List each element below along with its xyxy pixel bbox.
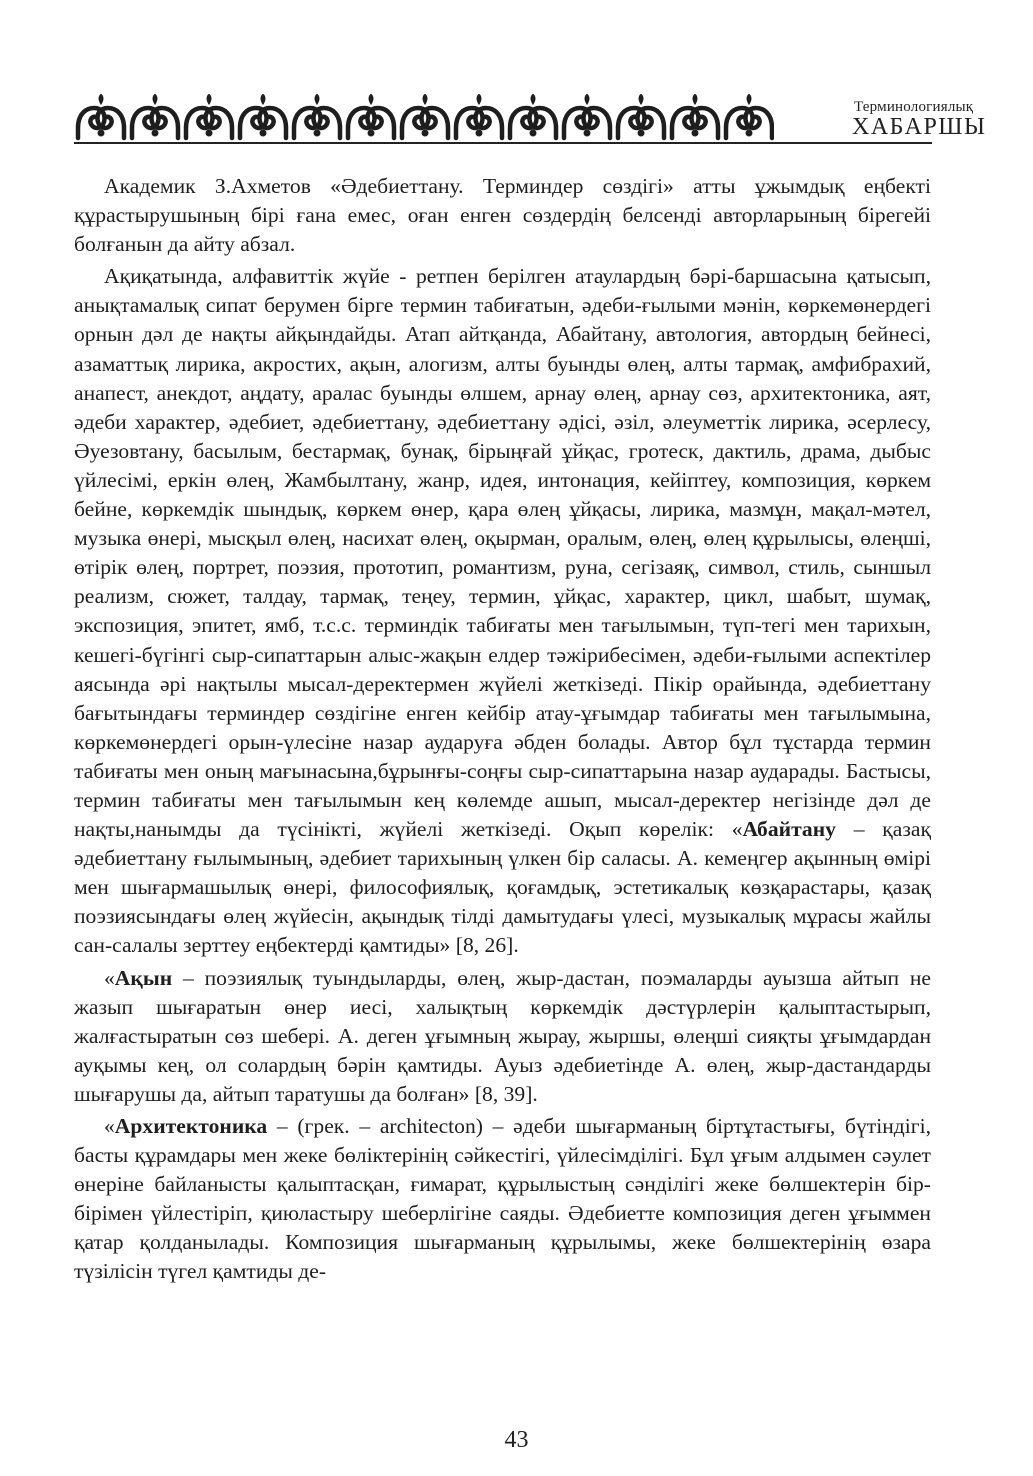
paragraph-akyn [74, 964, 931, 1109]
term-definition: – поэзиялық туындыларды, өлең, жыр-дастан, поэмаларды ауызша айтып не жазып шығаратын өнер иесі, халықтың көркемдік дәстүрлерін қалыптастырып, жалғастыратын сөз шебері. А. деген ұғымның жырау, жыршы, өлеңші сияқты ұғымдардан ауқымы кең, ол солардың бәрін қамтиды. Ауыз әдебиетінде А. өлең, жыр-дастандарды шығарушы да, айтып таратушы да болған» [8, 39]. [74, 965, 931, 1106]
term-akyn: Ақын [114, 965, 173, 990]
term-abaitanu: Абайтану [742, 817, 836, 842]
term-architectonics: Архитектоника [114, 1114, 268, 1138]
quote-open: « [104, 1114, 115, 1138]
paragraph-architectonics [74, 1112, 931, 1287]
journal-title-small: Терминологиялық [854, 99, 974, 115]
quote-open: « [104, 965, 115, 990]
paragraph-terms [74, 262, 931, 960]
term-definition: – қазақ әдебиеттану ғылымының, әдебиет тарихының үлкен бір саласы. А. кемеңгер ақынның өмірі мен шығармашылық өнері, философиялық, қоғамдық, эстетикалық көзқарастары, қазақ поэзиясындағы өлең жүйесін, ақындық тілді дамытудағы үлесі, музыкалық мұрасы жайлы сан-салалы зерттеу еңбектерді қамтиды» [8, 26]. [74, 817, 931, 958]
article-body [74, 172, 931, 1287]
paragraph-intro: Академик З.Ахметов «Әдебиеттану. Терминдер сөздігі» атты ұжымдық еңбекті құрастырушының бірі ғана емес, оған енген сөздердің белсенді авторларының бірегейі болғанын да айту абзал. [74, 174, 931, 257]
running-header [74, 92, 987, 146]
journal-title-large: ХАБАРШЫ [852, 114, 987, 140]
ornament-border-icon [74, 92, 774, 142]
page-number: 43 [504, 1427, 529, 1453]
paragraph-text: Ақиқатында, алфавиттік жүйе - ретпен берілген атаулардың бәрі-баршасына қатысып, анықтамалық сипат берумен бірге термин табиғатын, әдеби-ғылыми мәнін, көркемөнердегі орнын дәл де нақты айқындайды. Атап айтқанда, Абайтану, автология, автордың бейнесі, азаматтық лирика, акростих, ақын, алогизм, алты буынды өлең, алты тармақ, амфибрахий, анапест, анекдот, аңдату, аралас буынды өлшем, арнау өлең, арнау сөз, архитектоника, аят, әдеби характер, әдебиет, әдебиеттану, әдебиеттану әдісі, әзіл, әлеуметтік лирика, әсерлесу, Әуезовтану, басылым, бестармақ, бунақ, бірыңғай ұйқас, гротеск, дактиль, драма, дыбыс үйлесімі, еркін өлең, Жамбылтану, жанр, идея, интонация, кейіптеу, композиция, көркем бейне, көркемдік шындық, көркем өнер, қара өлең ұйқасы, лирика, мазмұн, мақал-мәтел, музыка өнері, мысқыл өлең, насихат өлең, оқырман, оралым, өлең, өлең құрылысы, өлеңші, өтірік өлең, портрет, поэзия, прототип, романтизм, руна, сегізаяқ, символ, стиль, сыншыл реализм, сюжет, талдау, тармақ, теңеу, термин, ұйқас, характер, цикл, шабыт, шумақ, экспозиция, эпитет, ямб, т.с.с. терминдік табиғаты мен тағылымын, түп-тегі мен тарихын, кешегі-бүгінгі сыр-сипаттарын алыс-жақын елдер тәжірибесімен, әдеби-ғылыми аспектілер аясында әрі нақтылы мысал-деректермен жүйелі жеткізеді. Пікір орайында, әдебиеттану бағытындағы терминдер сөздігіне енген кейбір атау-ұғымдар табиғаты мен тағылымына, көркемөнердегі орын-үлесіне назар аударуға әбден болады. Автор бұл тұстарда термин табиғаты мен оның мағынасына,бұрынғы-соңғы сыр-сипаттарына назар аударады. Бастысы, термин табиғаты мен тағылымын кең көлемде ашып, мысал-деректер негізінде дәл де нақты,нанымды да түсінікті, жүйелі жеткізеді. Оқып көрелік: « [74, 264, 931, 842]
term-definition: – (грек. – architecton) – әдеби шығарманың біртұтастығы, бүтіндігі, басты құрамдары мен жеке бөліктерінің сәйкестігі, үйлесімділігі. Бұл ұғым алдымен сәулет өнеріне байланысты қалыптасқан, ғимарат, құрылыстың сәнділігі жеке бөлшектерін бір-бірімен үйлестіріп, қиюластыру шеберлігіне саяды. Әдебиетте композиция деген ұғыммен қатар қолданылады. Композиция шығарманың құрылымы, жеке бөлшектерінің өзара түзілісін түгел қамтиды де- [74, 1114, 931, 1284]
header-rule [74, 142, 932, 144]
